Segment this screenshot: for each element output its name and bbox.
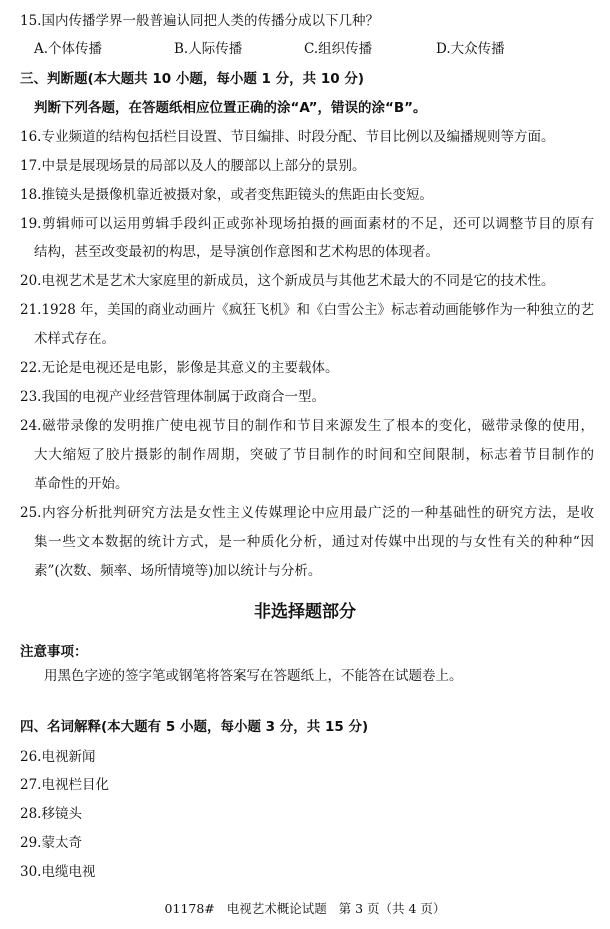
question-18: 18.推镜头是摄像机靠近被摄对象，或者变焦距镜头的焦距由长变短。 <box>20 187 433 203</box>
question-23: 23.我国的电视产业经营管理体制属于政商合一型。 <box>20 389 325 405</box>
question-24-line-2: 大大缩短了胶片摄影的制作周期，突破了节目制作的时间和空间限制，标志着节目制作的 <box>34 447 594 463</box>
question-17: 17.中景是展现场景的局部以及人的腰部以上部分的景别。 <box>20 158 366 174</box>
question-15-option-d: D.大众传播 <box>436 41 505 57</box>
question-21-line-1: 21.1928 年，美国的商业动画片《疯狂飞机》和《白雪公主》标志着动画能够作为一种独立的艺 <box>20 302 594 318</box>
question-15-option-a: A.个体传播 <box>34 41 103 57</box>
question-15-option-b: B.人际传播 <box>174 41 243 57</box>
question-27: 27.电视栏目化 <box>20 777 109 793</box>
question-29: 29.蒙太奇 <box>20 835 82 851</box>
part-title: 非选择题部分 <box>254 602 356 622</box>
question-25-line-1: 25.内容分析批判研究方法是女性主义传媒理论中应用最广泛的一种基础性的研究方法，是收 <box>20 505 594 521</box>
section-4-heading: 四、名词解释(本大题有 5 小题，每小题 3 分，共 15 分) <box>20 719 369 735</box>
page-footer: 01178# 电视艺术概论试题 第 3 页（共 4 页） <box>164 901 446 916</box>
question-15-stem: 15.国内传播学界一般普遍认同把人类的传播分成以下几种？ <box>20 13 379 29</box>
question-20: 20.电视艺术是艺术大家庭里的新成员，这个新成员与其他艺术最大的不同是它的技术性。 <box>20 273 555 289</box>
question-19-line-2: 结构，甚至改变最初的构思，是导演创作意图和艺术构思的体现者。 <box>34 244 439 260</box>
question-26: 26.电视新闻 <box>20 749 96 765</box>
notice-text: 用黑色字迹的签字笔或钢笔将答案写在答题纸上，不能答在试题卷上。 <box>44 668 463 684</box>
question-16: 16.专业频道的结构包括栏目设置、节目编排、时段分配、节目比例以及编播规则等方面。 <box>20 129 555 145</box>
question-19-line-1: 19.剪辑师可以运用剪辑手段纠正或弥补现场拍摄的画面素材的不足，还可以调整节目的原有 <box>20 216 594 232</box>
question-25-line-2: 集一些文本数据的统计方式，是一种质化分析，通过对传媒中出现的与女性有关的种种“因 <box>34 534 594 550</box>
section-3-heading: 三、判断题(本大题共 10 小题，每小题 1 分，共 10 分) <box>20 71 365 87</box>
question-24-line-3: 革命性的开始。 <box>34 476 129 492</box>
question-22: 22.无论是电视还是电影，影像是其意义的主要载体。 <box>20 360 339 376</box>
question-24-line-1: 24.磁带录像的发明推广使电视节目的制作和节目来源发生了根本的变化，磁带录像的使用， <box>20 418 594 434</box>
question-21-line-2: 术样式存在。 <box>34 331 115 347</box>
notice-heading: 注意事项： <box>20 644 88 660</box>
question-30: 30.电缆电视 <box>20 864 96 880</box>
section-3-instruction: 判断下列各题，在答题纸相应位置正确的涂“A”，错误的涂“B”。 <box>34 100 427 116</box>
question-28: 28.移镜头 <box>20 806 82 822</box>
question-25-line-3: 素”(次数、频率、场所情境等)加以统计与分析。 <box>34 563 322 579</box>
question-15-option-c: C.组织传播 <box>304 41 373 57</box>
